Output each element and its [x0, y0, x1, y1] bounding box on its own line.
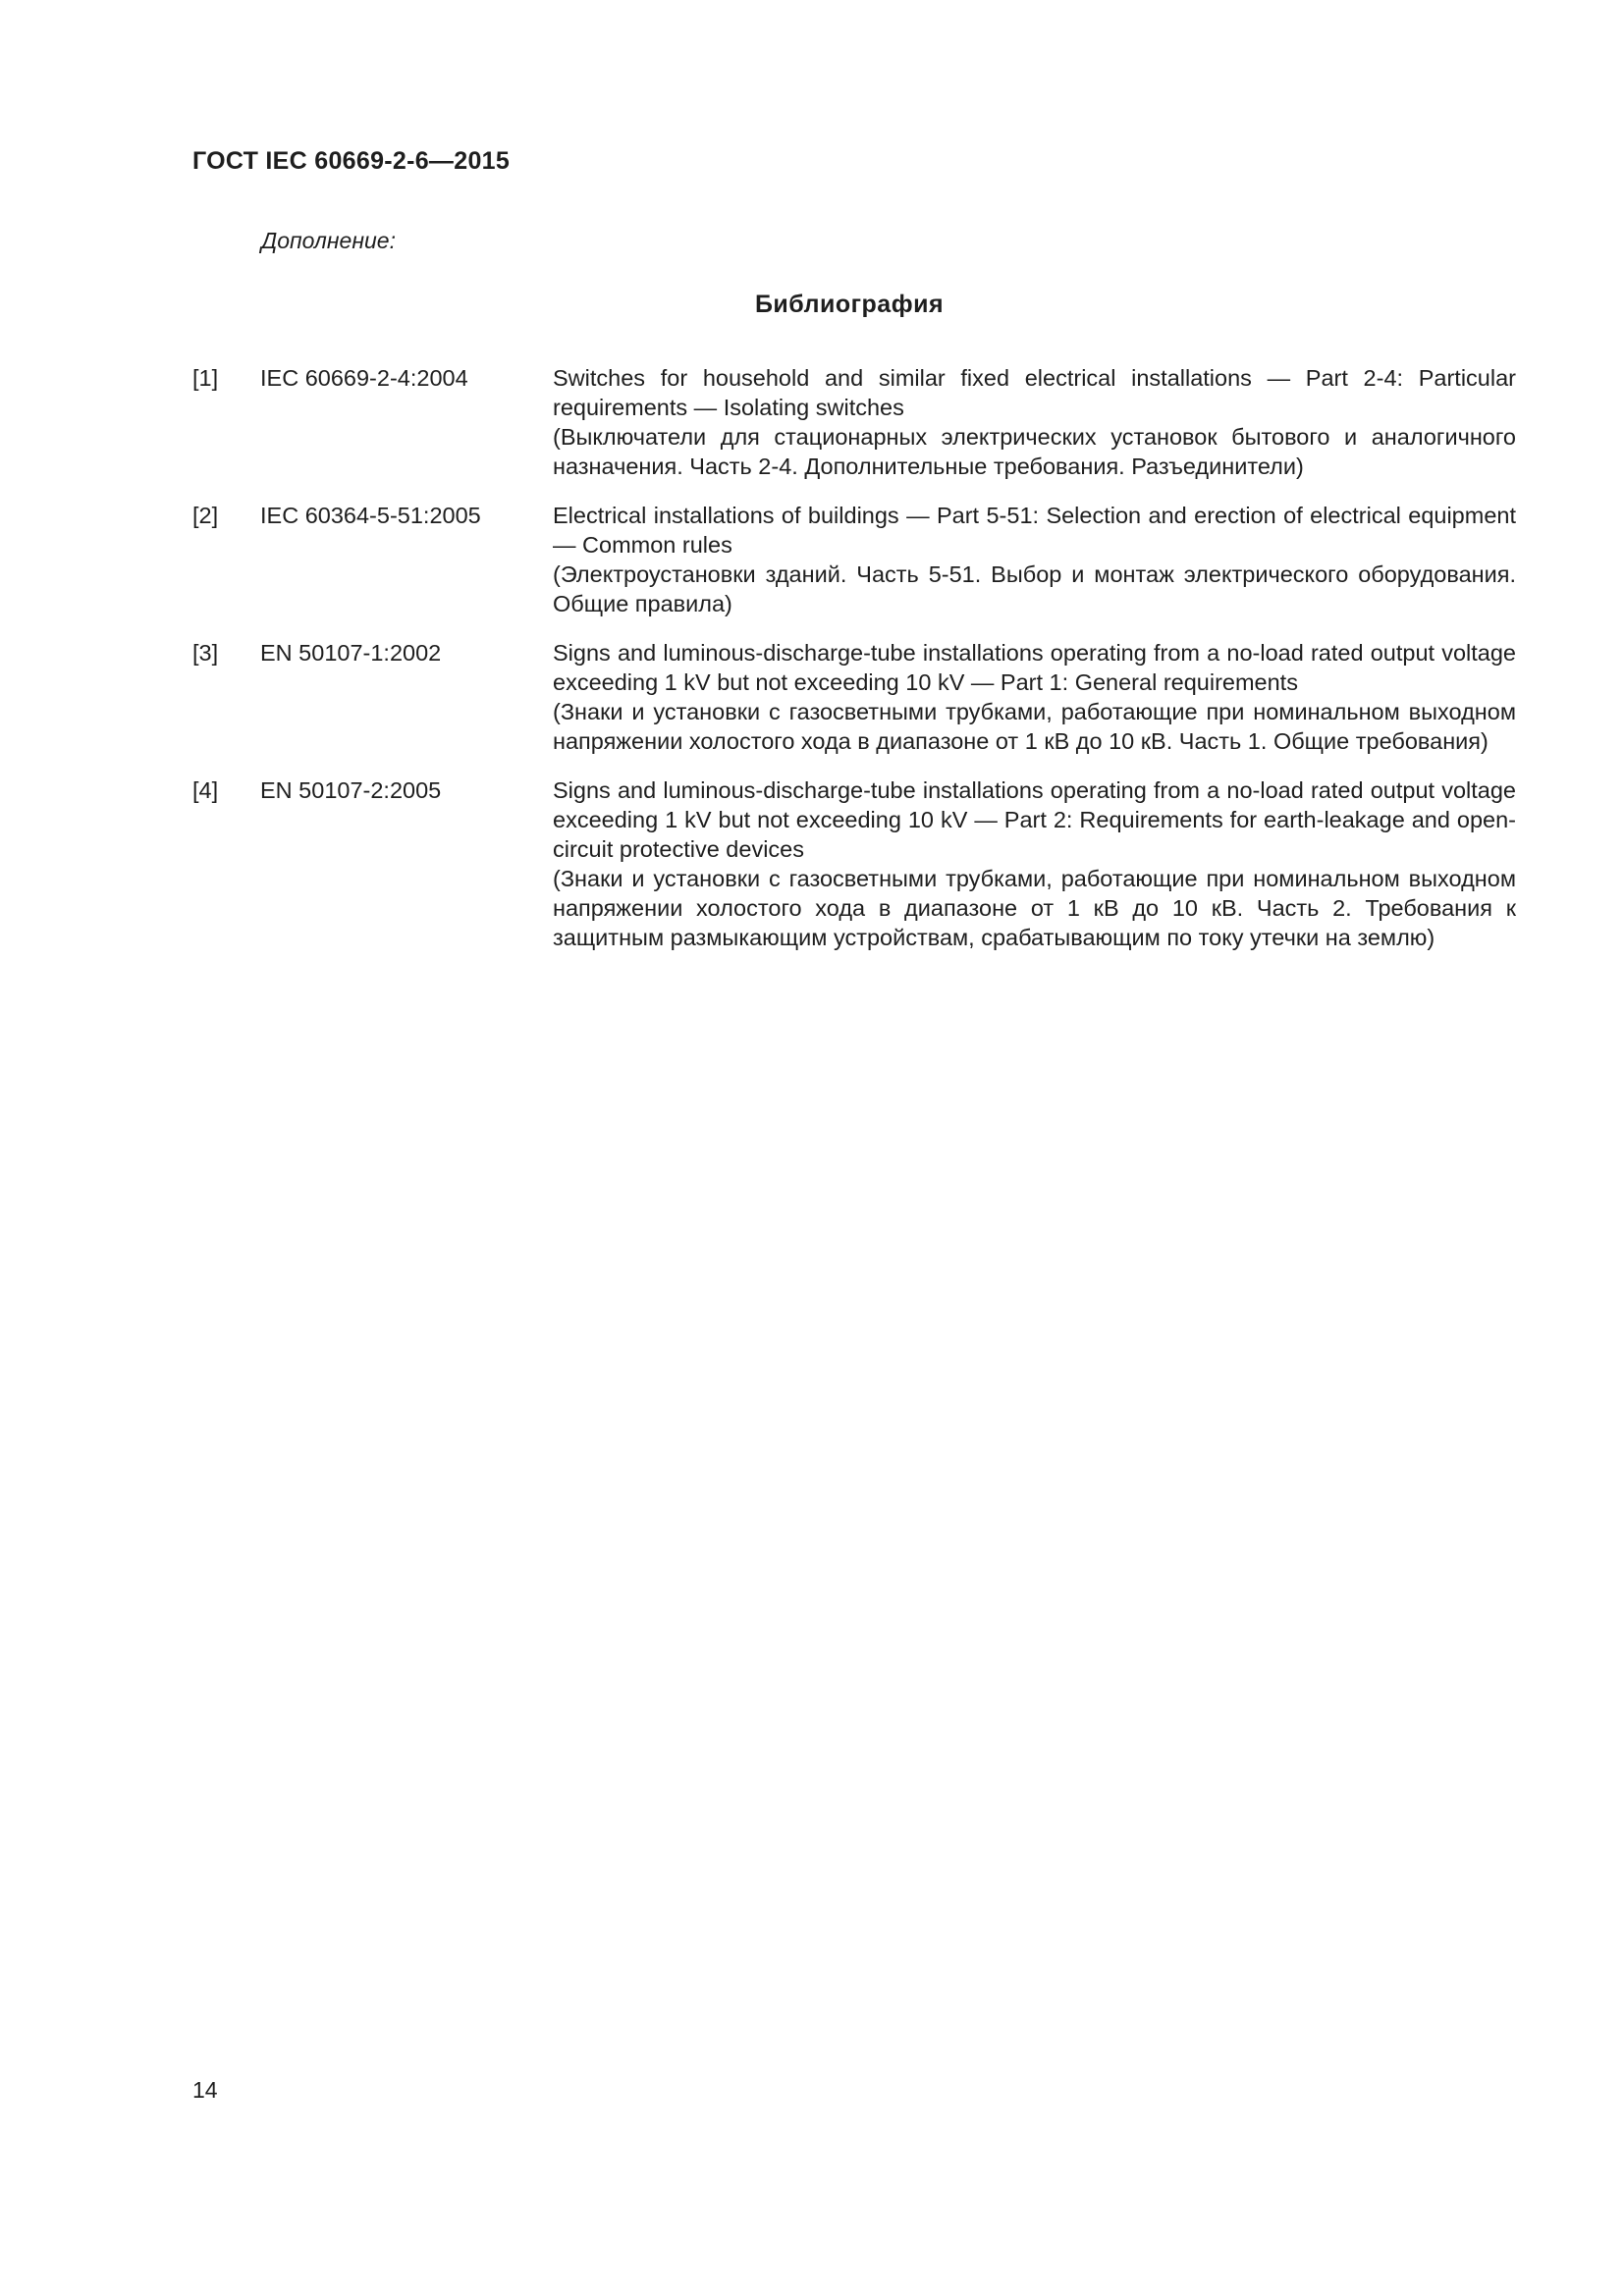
- entry-number: [3]: [192, 640, 219, 666]
- page-number: 14: [192, 2077, 218, 2103]
- bibliography-entry: [192, 363, 1516, 481]
- entry-standard-code: EN 50107-2:2005: [260, 777, 442, 803]
- entry-title-ru: (Знаки и установки с газосветными трубками, работающие при номинальном выходном напряжении холостого хода в диапазоне от 1 кВ до 10 кВ. Часть 2. Требования к защитным размыкающим устройствам, срабатывающим по току утечки на землю): [553, 866, 1516, 950]
- entry-standard-code: IEC 60669-2-4:2004: [260, 365, 468, 391]
- bibliography-entry: [192, 775, 1516, 952]
- entry-standard-code: EN 50107-1:2002: [260, 640, 442, 666]
- entry-title-en: Signs and luminous-discharge-tube installations operating from a no-load rated output voltage exceeding 1 kV but not exceeding 10 kV — Part 1: General requirements: [553, 640, 1516, 695]
- entry-standard-code: IEC 60364-5-51:2005: [260, 503, 481, 528]
- entry-title-en: Switches for household and similar fixed electrical installations — Part 2-4: Particular requirements — Isolating switches: [553, 365, 1516, 420]
- entry-title-en: Signs and luminous-discharge-tube installations operating from a no-load rated output voltage exceeding 1 kV but not exceeding 10 kV — Part 2: Requirements for earth-leakage and open-circuit protective devices: [553, 777, 1516, 862]
- entry-title-ru: (Электроустановки зданий. Часть 5-51. Выбор и монтаж электрического оборудования. Общие правила): [553, 561, 1516, 616]
- bibliography-entry: [192, 501, 1516, 618]
- entry-number: [4]: [192, 777, 219, 803]
- entry-description: [553, 363, 1516, 481]
- supplement-label: Дополнение:: [261, 228, 396, 253]
- entry-description: [553, 775, 1516, 952]
- entry-title-ru: (Знаки и установки с газосветными трубками, работающие при номинальном выходном напряжении холостого хода в диапазоне от 1 кВ до 10 кВ. Часть 1. Общие требования): [553, 699, 1516, 754]
- bibliography-entry: [192, 638, 1516, 756]
- bibliography-list: [192, 363, 1516, 972]
- bibliography-title: Библиография: [754, 291, 945, 318]
- entry-description: [553, 638, 1516, 756]
- entry-title-en: Electrical installations of buildings — Part 5-51: Selection and erection of electrical equipment — Common rules: [553, 503, 1516, 558]
- page-header: ГОСТ IEC 60669-2-6—2015: [192, 147, 511, 175]
- entry-number: [1]: [192, 365, 219, 391]
- entry-number: [2]: [192, 503, 219, 528]
- entry-description: [553, 501, 1516, 618]
- entry-title-ru: (Выключатели для стационарных электрических установок бытового и аналогичного назначения. Часть 2-4. Дополнительные требования. Разъединители): [553, 424, 1516, 479]
